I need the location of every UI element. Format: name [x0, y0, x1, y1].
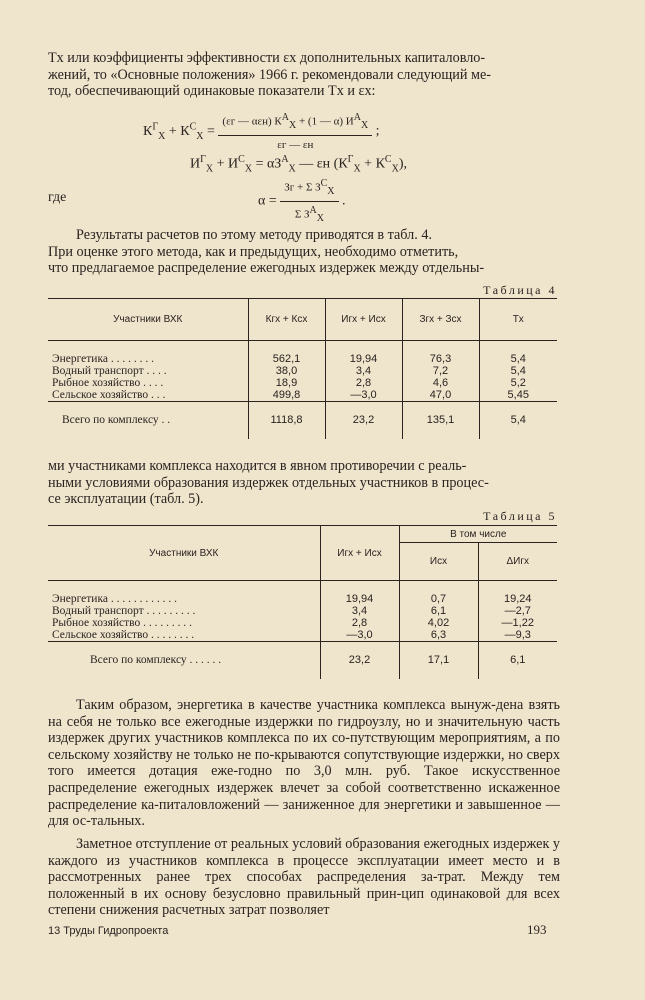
formula-capital-lhs: $К^Г_X + К^С_X$ =: [143, 120, 215, 142]
final-paragraph: Заметное отступление от реальных условий образования ежегодных издержек у каждого из участников комплекса в процессе эксплуатации имеет место и в рассмотренных ранее трех способах распределения за-трат. Между тем положенный в их основу безусловно правильный прин-цип одинаковой для всех степени снижения расчетных затрат позволяет: [48, 836, 560, 919]
table4-header-expenses: Згx + Зсx: [402, 299, 479, 341]
conclusion-paragraph: Таким образом, энергетика в качестве участника комплекса вынуж-дена взять на себя не только все ежегодные издержки по гидроузлу, но и значительную часть издержек других участников комплекса по их со-путствующим мероприятиям, а по сельскому хозяйству не только не по-крываются сопутствующие издержки, но сверх того имеется дотация еже-годно по 3,0 млн. руб. Такое искусственное распределение ежегодных издержек влечет за собой соответственно искаженное распределение ка-питаловложений — заниженное для энергетики и завышенное — для ос-тальных.: [48, 697, 560, 830]
table5-caption: Таблица 5: [483, 509, 557, 523]
middle-line-3: се эксплуатации (табл. 5).: [48, 491, 204, 508]
formula-alpha-numerator: Зг + Σ $З^С_X$: [280, 176, 338, 202]
middle-line-2: ными условиями образования издержек отдельных участников в процес-: [48, 474, 489, 491]
formula-capital-denominator: εг — εн: [277, 138, 314, 151]
table5-header-delta: ΔИгx: [478, 543, 557, 581]
table4-header-participants: Участники ВХК: [48, 299, 248, 341]
table-row: Водный транспорт . . . . 38,0 3,4 7,2 5,4: [48, 365, 557, 377]
table4-total-row: Всего по комплексу . . 1118,8 23,2 135,1 5,4: [48, 401, 557, 439]
results-line-3: что предлагаемое распределение ежегодных издержек между отдельны-: [48, 260, 485, 277]
footer-source: 13 Труды Гидропроекта: [48, 925, 169, 937]
middle-paragraph: [48, 458, 560, 508]
formula-alpha-denominator: Σ $З^A_X$: [294, 204, 324, 224]
intro-line-1: Tx или коэффициенты эффективности εx дополнительных капиталовло-: [48, 50, 486, 66]
results-line-1: Результаты расчетов по этому методу приводятся в табл. 4.: [76, 227, 432, 243]
formula-costs: $И^Г_X + И^С_X = \alpha З^A_X$ — εн $(К^Г_X + К^С_X)$,: [190, 154, 407, 175]
results-line-2: При оценке этого метода, как и предыдущих, необходимо отметить,: [48, 243, 459, 260]
table5-header-participants: Участники ВХК: [48, 526, 320, 581]
table4-header-payback: Tx: [512, 314, 524, 325]
table-4: [48, 298, 557, 439]
formula-capital: $К^Г_X + К^С_X$ = $\frac{(\varepsilon г — \alpha\varepsilon н) К^A_X + (1 — \alpha) И^A_X}{\varepsilon г — \varepsilon н}$ ;: [143, 112, 380, 151]
where-label: где: [48, 190, 67, 205]
table4-header-costs: Игx + Исx: [325, 299, 402, 341]
table-row: Рыбное хозяйство . . . . 18,9 2,8 4,6 5,2: [48, 377, 557, 389]
middle-line-1: ми участниками комплекса находится в явном противоречии с реаль-: [48, 458, 467, 474]
table-row: Водный транспорт . . . . . . . . . 3,4 6,1 —2,7: [48, 605, 557, 617]
intro-line-3: тод, обеспечивающий одинаковые показатели Tx и εx:: [48, 83, 376, 100]
table5-header-costs: Игx + Исx: [320, 526, 399, 581]
table-row: Рыбное хозяйство . . . . . . . . . 2,8 4,02 —1,22: [48, 617, 557, 629]
intro-line-2: жений, то «Основные положения» 1966 г. рекомендовали следующий ме-: [48, 66, 492, 83]
formula-capital-fraction: [218, 110, 372, 153]
table-5: [48, 525, 557, 679]
table-row: Сельское хозяйство . . . . . . . . —3,0 6,3 —9,3: [48, 629, 557, 642]
table-row: Сельское хозяйство . . . 499,8 —3,0 47,0 5,45: [48, 389, 557, 402]
table4-header-capital: Кгx + Ксx: [248, 299, 325, 341]
table5-total-row: Всего по комплексу . . . . . . 23,2 17,1 6,1: [48, 641, 557, 679]
formula-alpha-fraction: [280, 176, 338, 227]
table5-header-including: В том числе: [399, 526, 557, 543]
table5-header-row-top: [48, 526, 557, 543]
intro-paragraph: [48, 50, 560, 100]
formula-alpha: α = $\frac{Зг + \Sigma З^С_X}{\Sigma З^A_X}$ .: [258, 176, 346, 227]
results-paragraph: [48, 227, 560, 277]
table4-header-row: [48, 299, 557, 341]
table-row: Энергетика . . . . . . . . . . . . 19,94 0,7 19,24: [48, 593, 557, 605]
formula-capital-numerator: (εг — αεн) $К^A_X + (1$ — α) $И^A_X$: [218, 110, 372, 136]
table5-header-related: Исx: [399, 543, 478, 581]
table4-caption: Таблица 4: [483, 283, 557, 297]
page-number: 193: [527, 922, 547, 937]
table-row: Энергетика . . . . . . . . 562,1 19,94 76,3 5,4: [48, 353, 557, 365]
